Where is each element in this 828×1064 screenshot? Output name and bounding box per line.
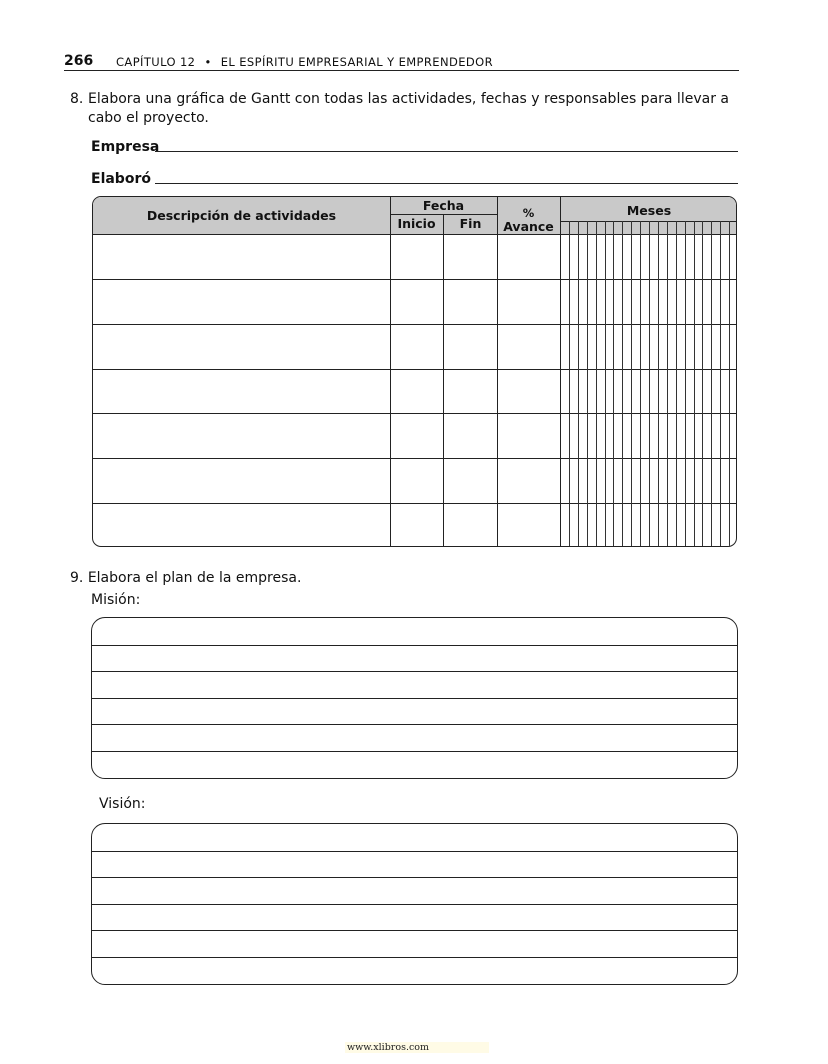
running-head bbox=[116, 55, 493, 69]
writing-line bbox=[92, 751, 737, 752]
month-subcolumn-line bbox=[720, 221, 721, 547]
month-subcolumn-line bbox=[694, 221, 695, 547]
writing-line bbox=[92, 877, 737, 878]
month-subcolumn-line bbox=[711, 221, 712, 547]
chapter-label: CAPÍTULO 12 bbox=[116, 55, 196, 69]
month-subcolumn-line bbox=[658, 221, 659, 547]
month-subcolumn-line bbox=[640, 221, 641, 547]
elaboro-label: Elaboró bbox=[91, 171, 151, 187]
col-sep-description bbox=[390, 197, 391, 546]
question-8-number: 8. bbox=[70, 91, 84, 107]
writing-line bbox=[92, 645, 737, 646]
mision-label: Misión: bbox=[91, 592, 141, 608]
col-sep-avance bbox=[560, 197, 561, 546]
elaboro-line[interactable] bbox=[155, 183, 738, 184]
col-header-meses: Meses bbox=[626, 203, 672, 218]
empresa-label: Empresa bbox=[91, 139, 160, 155]
empresa-line[interactable] bbox=[155, 151, 738, 152]
col-header-inicio: Inicio bbox=[397, 216, 436, 231]
question-8-text: Elabora una gráfica de Gantt con todas las actividades, fechas y responsables para llevar a cabo el proyecto. bbox=[88, 91, 729, 126]
vision-label: Visión: bbox=[99, 796, 146, 812]
question-9-text: Elabora el plan de la empresa. bbox=[87, 570, 302, 586]
month-subcolumn-line bbox=[569, 221, 570, 547]
col-header-fecha: Fecha bbox=[422, 198, 465, 213]
month-subcolumn-line bbox=[729, 221, 730, 547]
mision-writing-box[interactable] bbox=[91, 617, 738, 779]
month-subcolumn-line bbox=[578, 221, 579, 547]
month-subcolumn-line bbox=[605, 221, 606, 547]
writing-line bbox=[92, 698, 737, 699]
month-subcolumn-line bbox=[702, 221, 703, 547]
month-subcolumn-line bbox=[587, 221, 588, 547]
gantt-table bbox=[92, 196, 737, 547]
question-9-number: 9. bbox=[70, 570, 84, 586]
month-subcolumn-line bbox=[613, 221, 614, 547]
col-sep-fin bbox=[497, 197, 498, 546]
col-header-fin: Fin bbox=[459, 216, 482, 231]
page-number: 266 bbox=[64, 53, 94, 69]
header-separator: • bbox=[204, 55, 212, 69]
month-subcolumn-line bbox=[649, 221, 650, 547]
footer-url: www.xlibros.com bbox=[345, 1042, 489, 1053]
month-subcolumn-line bbox=[685, 221, 686, 547]
header-rule bbox=[64, 70, 739, 71]
month-subcolumn-line bbox=[667, 221, 668, 547]
col-sep-inicio bbox=[443, 214, 444, 547]
writing-line bbox=[92, 671, 737, 672]
month-subcolumn-line bbox=[596, 221, 597, 547]
col-header-avance: Avance bbox=[503, 219, 554, 234]
month-subcolumn-line bbox=[622, 221, 623, 547]
writing-line bbox=[92, 957, 737, 958]
col-header-percent: % bbox=[522, 206, 535, 220]
writing-line bbox=[92, 930, 737, 931]
question-9 bbox=[70, 569, 301, 588]
writing-line bbox=[92, 724, 737, 725]
month-subcolumn-line bbox=[631, 221, 632, 547]
month-subcolumn-line bbox=[676, 221, 677, 547]
vision-writing-box[interactable] bbox=[91, 823, 738, 985]
writing-line bbox=[92, 851, 737, 852]
col-header-description: Descripción de actividades bbox=[146, 208, 337, 223]
writing-line bbox=[92, 904, 737, 905]
chapter-title: EL ESPÍRITU EMPRESARIAL Y EMPRENDEDOR bbox=[220, 55, 493, 69]
question-8 bbox=[70, 90, 742, 128]
